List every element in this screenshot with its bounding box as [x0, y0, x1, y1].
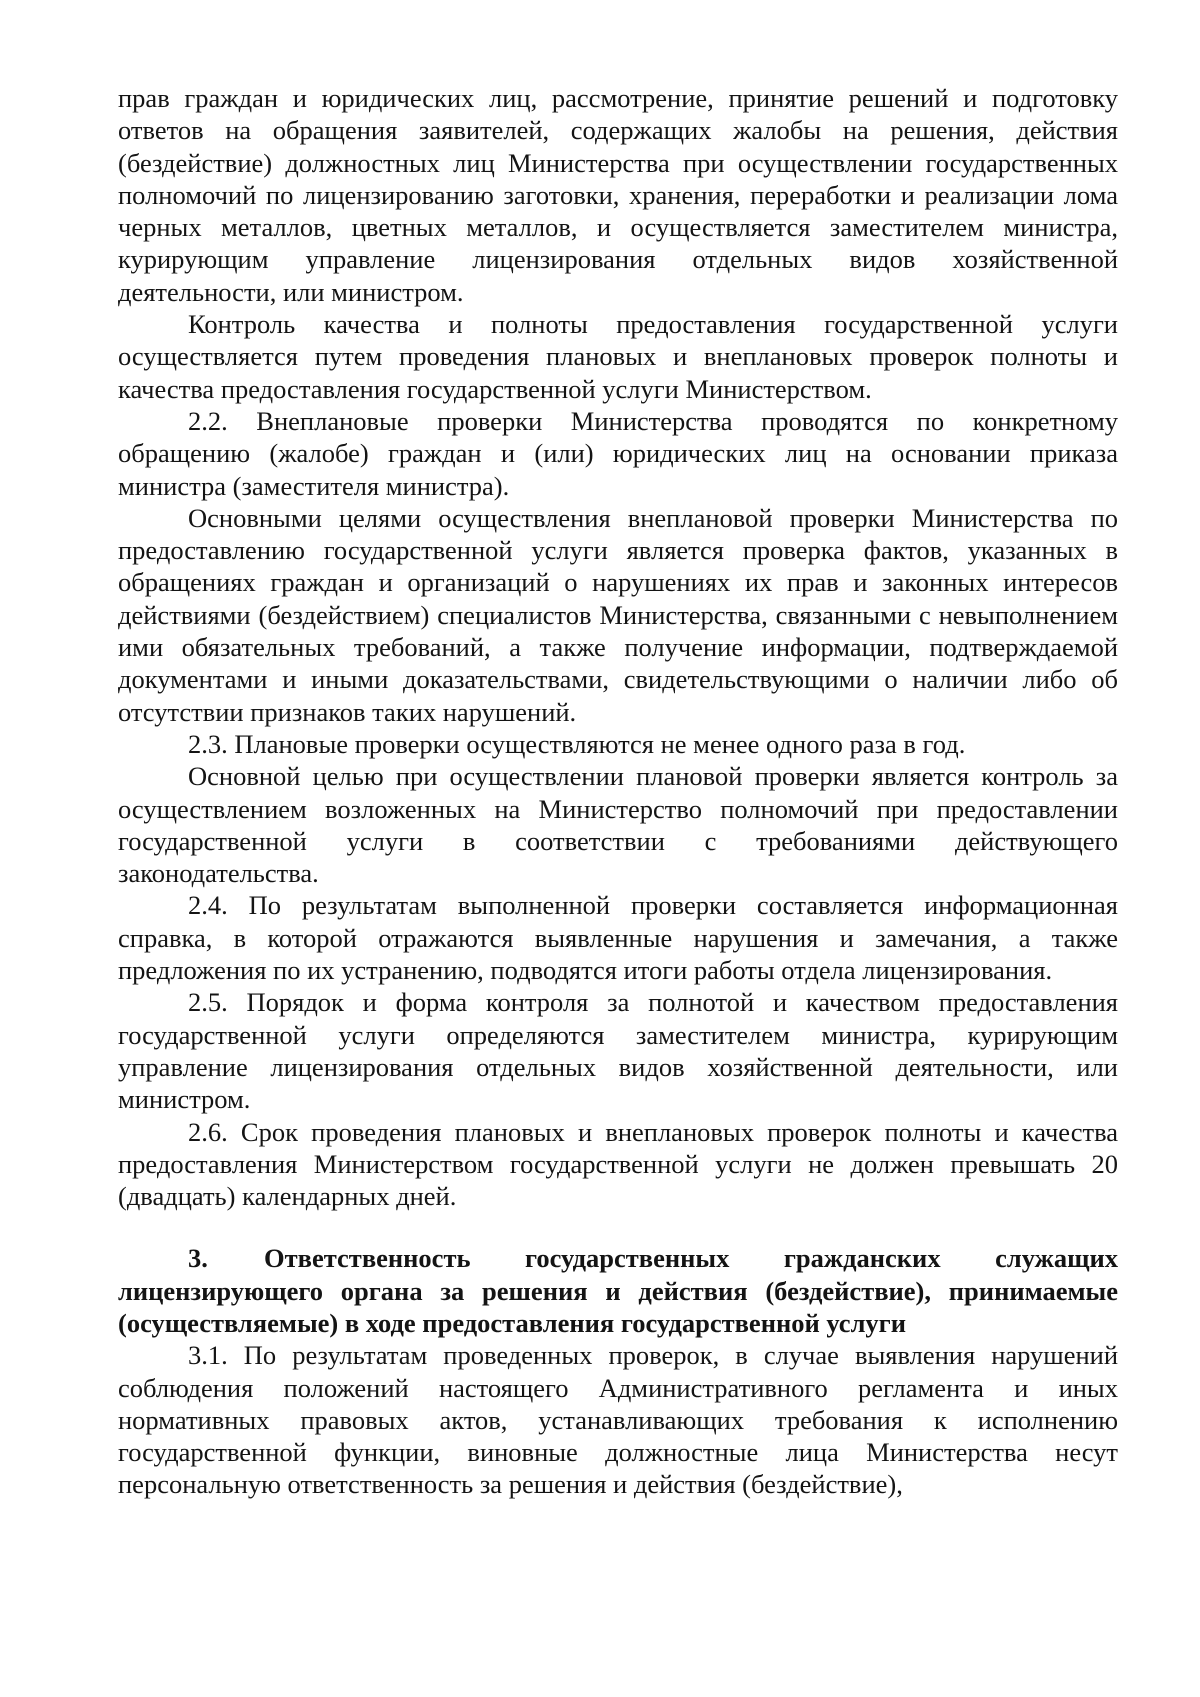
paragraph-2-5: 2.5. Порядок и форма контроля за полнотой и качеством предоставления государственной услуги определяются заместителем министра, курирующим управление лицензирования отдельных видов хозяйственной деятельности, или министром. [118, 987, 1118, 1115]
paragraph-2-6: 2.6. Срок проведения плановых и внеплановых проверок полноты и качества предоставления Министерством государственной услуги не должен превышать 20 (двадцать) календарных дней. [118, 1116, 1118, 1212]
document-page [118, 82, 1118, 1501]
paragraph-2-3: 2.3. Плановые проверки осуществляются не менее одного раза в год. [188, 728, 966, 759]
section-3-title: Ответственность государственных гражданских служащих лицензирующего органа за решения и действия (бездействие), принимаемые (осуществляемые) в ходе предоставления государственной услуги [118, 1243, 1118, 1338]
paragraph-continuation: прав граждан и юридических лиц, рассмотрение, принятие решений и подготовку ответов на обращения заявителей, содержащих жалобы на решения, действия (бездействие) должностных лиц Министерства при осуществлении государственных полномочий по лицензированию заготовки, хранения, переработки и реализации лома черных металлов, цветных металлов, и осуществляется заместителем министра, курирующим управление лицензирования отдельных видов хозяйственной деятельности, или министром. [118, 83, 1118, 307]
section-3-number: 3. [188, 1243, 208, 1274]
paragraph-2-2: 2.2. Внеплановые проверки Министерства проводятся по конкретному обращению (жалобе) граждан и (или) юридических лиц на основании приказа министра (заместителя министра). [118, 405, 1118, 501]
paragraph-3-1: 3.1. По результатам проведенных проверок, в случае выявления нарушений соблюдения положений настоящего Административного регламента и иных нормативных правовых актов, устанавливающих требования к исполнению государственной функции, виновные должностные лица Министерства несут персональную ответственность за решения и действия (бездействие), [118, 1340, 1118, 1500]
paragraph-quality-control: Контроль качества и полноты предоставления государственной услуги осуществляется путем проведения плановых и внеплановых проверок полноты и качества предоставления государственной услуги Министерством. [118, 309, 1118, 404]
section-3-heading [118, 1242, 1118, 1339]
paragraph-2-4: 2.4. По результатам выполненной проверки составляется информационная справка, в которой отражаются выявленные нарушения и замечания, а также предложения по их устранению, подводятся итоги работы отдела лицензирования. [118, 890, 1118, 986]
paragraph-unscheduled-goals: Основными целями осуществления внеплановой проверки Министерства по предоставлению государственной услуги является проверка фактов, указанных в обращениях граждан и организаций о нарушениях их прав и законных интересов действиями (бездействием) специалистов Министерства, связанными с невыполнением ими обязательных требований, а также получение информации, подтверждаемой документами и иными доказательствами, свидетельствующими о наличии либо об отсутствии признаков таких нарушений. [118, 502, 1118, 727]
paragraph-scheduled-goal: Основной целью при осуществлении плановой проверки является контроль за осуществлением возложенных на Министерство полномочий при предоставлении государственной услуги в соответствии с требованиями действующего законодательства. [118, 761, 1118, 889]
